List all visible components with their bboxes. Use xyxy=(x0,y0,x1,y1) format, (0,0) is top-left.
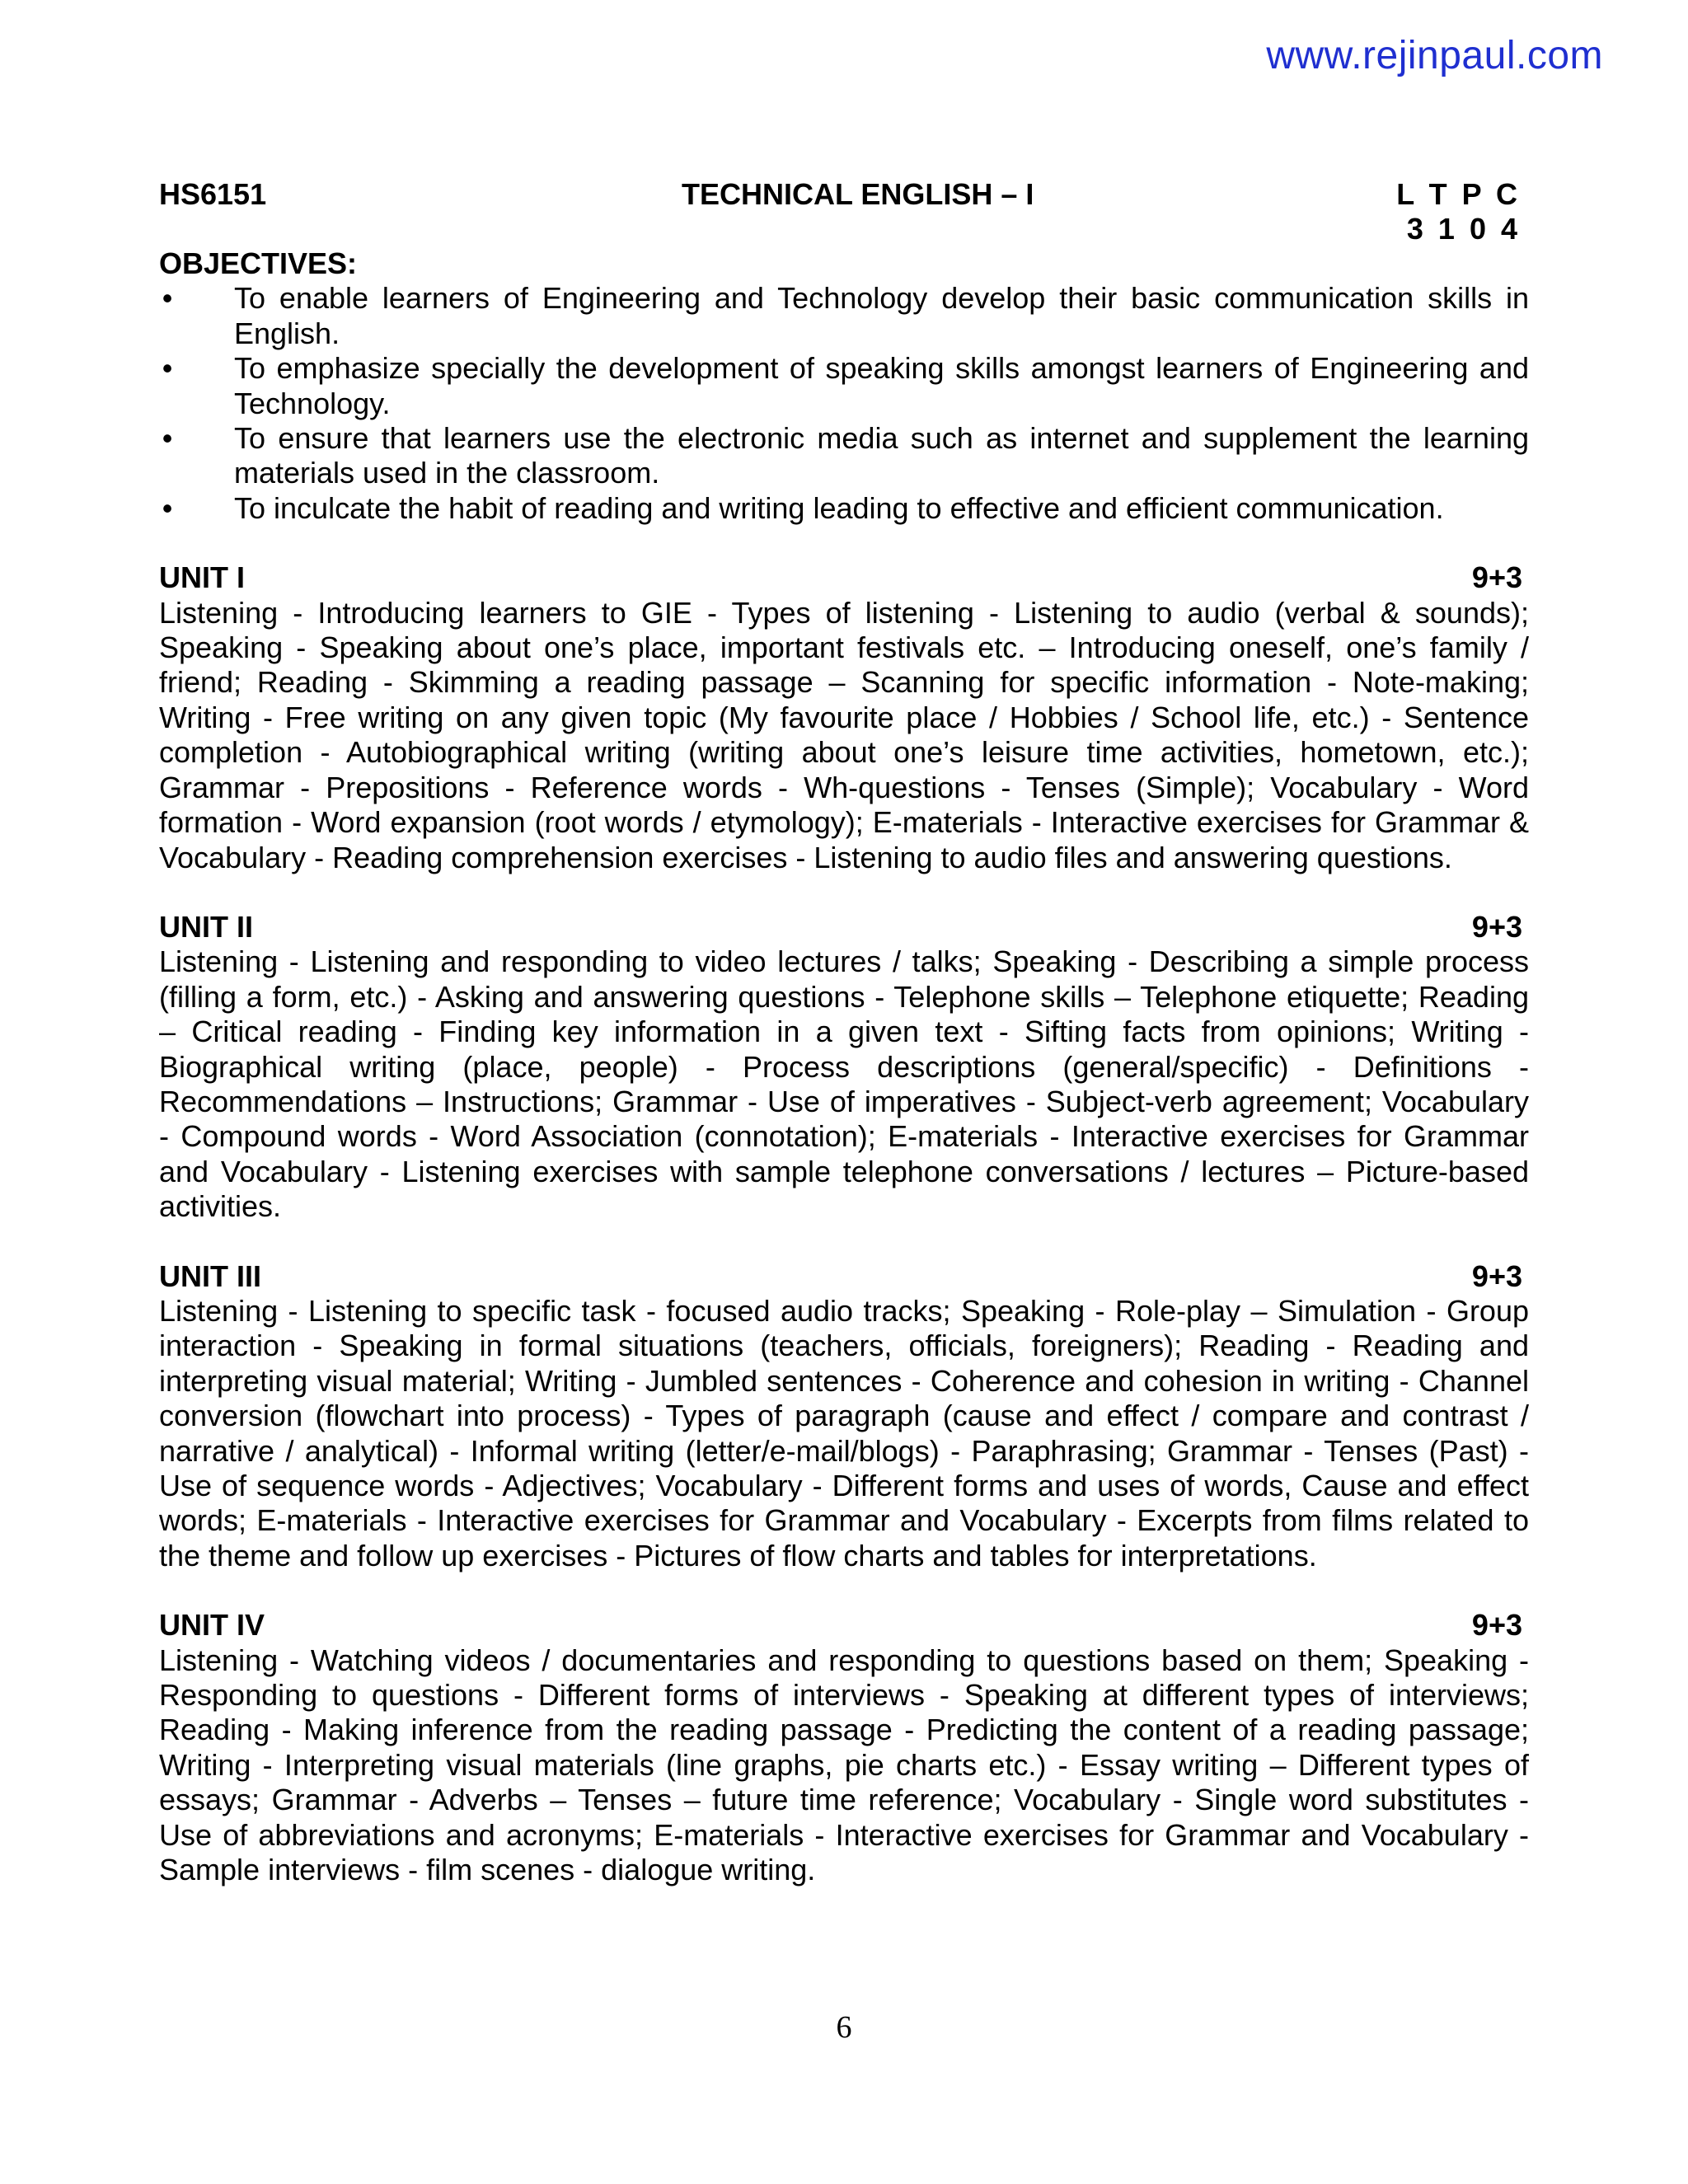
unit-hours: 9+3 xyxy=(1471,909,1522,944)
objective-text: To ensure that learners use the electronic media such as internet and supplement the learning materials used in the classroom. xyxy=(234,421,1529,490)
course-code: HS6151 xyxy=(159,177,267,211)
website-watermark[interactable]: www.rejinpaul.com xyxy=(1266,34,1603,77)
course-header xyxy=(159,177,1529,246)
objectives-list xyxy=(159,281,1529,526)
unit-header xyxy=(159,910,1529,944)
unit-title: UNIT I xyxy=(159,560,245,595)
objective-item xyxy=(159,351,1529,421)
course-title: TECHNICAL ENGLISH – I xyxy=(682,177,1034,211)
objective-item xyxy=(159,491,1529,526)
unit-hours: 9+3 xyxy=(1471,1608,1522,1643)
unit-header xyxy=(159,1259,1529,1294)
bullet-icon: • xyxy=(162,421,173,456)
syllabus-content xyxy=(159,177,1529,1887)
ltpc-values: 3 1 0 4 xyxy=(1406,212,1517,246)
bullet-icon: • xyxy=(162,351,173,386)
unit-1-section xyxy=(159,560,1529,875)
unit-title: UNIT II xyxy=(159,909,253,944)
objective-text: To inculcate the habit of reading and writing leading to effective and efficient communication. xyxy=(234,490,1444,525)
unit-header xyxy=(159,560,1529,595)
objective-item xyxy=(159,281,1529,351)
page-number: 6 xyxy=(836,2010,852,2045)
unit-description: Listening - Listening to specific task - focused audio tracks; Speaking - Role-play – Simulation - Group interaction - Speaking in formal situations (teachers, officials, foreigners); Reading - Reading and interpreting visual material; Writing - Jumbled sentences - Coherence and cohesion in writing - Channel conversion (flowchart into process) - Types of paragraph (cause and effect / compare and contrast / narrative / analytical) - Informal writing (letter/e-mail/blogs) - Paraphrasing; Grammar - Tenses (Past) - Use of sequence words - Adjectives; Vocabulary - Different forms and uses of words, Cause and effect words; E-materials - Interactive exercises for Grammar and Vocabulary - Excerpts from films related to the theme and follow up exercises - Pictures of flow charts and tables for interpretations. xyxy=(159,1293,1529,1572)
objectives-heading: OBJECTIVES: xyxy=(159,246,358,280)
unit-header xyxy=(159,1608,1529,1643)
bullet-icon: • xyxy=(162,490,173,525)
unit-2-section xyxy=(159,910,1529,1225)
unit-description: Listening - Watching videos / documentaries and responding to questions based on them; Speaking - Responding to questions - Different forms of interviews - Speaking at different types of interviews; Reading - Making inference from the reading passage - Predicting the content of a reading passage; Writing - Interpreting visual materials (line graphs, pie charts etc.) - Essay writing – Different types of essays; Grammar - Adverbs – Tenses – future time reference; Vocabulary - Single word substitutes - Use of abbreviations and acronyms; E-materials - Interactive exercises for Grammar and Vocabulary - Sample interviews - film scenes - dialogue writing. xyxy=(159,1643,1529,1887)
unit-description: Listening - Introducing learners to GIE - Types of listening - Listening to audio (verbal & sounds); Speaking - Speaking about one’s place, important festivals etc. – Introducing oneself, one’s family / friend; Reading - Skimming a reading passage – Scanning for specific information - Note-making; Writing - Free writing on any given topic (My favourite place / Hobbies / School life, etc.) - Sentence completion - Autobiographical writing (writing about one’s leisure time activities, hometown, etc.); Grammar - Prepositions - Reference words - Wh-questions - Tenses (Simple); Vocabulary - Word formation - Word expansion (root words / etymology); E-materials - Interactive exercises for Grammar & Vocabulary - Reading comprehension exercises - Listening to audio files and answering questions. xyxy=(159,595,1529,874)
objective-text: To emphasize specially the development of speaking skills amongst learners of Engineering and Technology. xyxy=(234,351,1529,420)
unit-hours: 9+3 xyxy=(1471,560,1522,595)
unit-title: UNIT III xyxy=(159,1258,261,1293)
unit-hours: 9+3 xyxy=(1471,1258,1522,1293)
objective-item xyxy=(159,421,1529,491)
unit-description: Listening - Listening and responding to video lectures / talks; Speaking - Describing a simple process (filling a form, etc.) - Asking and answering questions - Telephone skills – Telephone etiquette; Reading – Critical reading - Finding key information in a given text - Sifting facts from opinions; Writing - Biographical writing (place, people) - Process descriptions (general/specific) - Definitions - Recommendations – Instructions; Grammar - Use of imperatives - Subject-verb agreement; Vocabulary - Compound words - Word Association (connotation); E-materials - Interactive exercises for Grammar and Vocabulary - Listening exercises with sample telephone conversations / lectures – Picture-based activities. xyxy=(159,944,1529,1224)
bullet-icon: • xyxy=(162,281,173,316)
credit-structure xyxy=(1396,177,1517,246)
ltpc-labels: L T P C xyxy=(1396,177,1517,211)
objective-text: To enable learners of Engineering and Technology develop their basic communication skills in English. xyxy=(234,281,1529,350)
unit-4-section xyxy=(159,1608,1529,1887)
unit-title: UNIT IV xyxy=(159,1608,265,1643)
unit-3-section xyxy=(159,1259,1529,1574)
